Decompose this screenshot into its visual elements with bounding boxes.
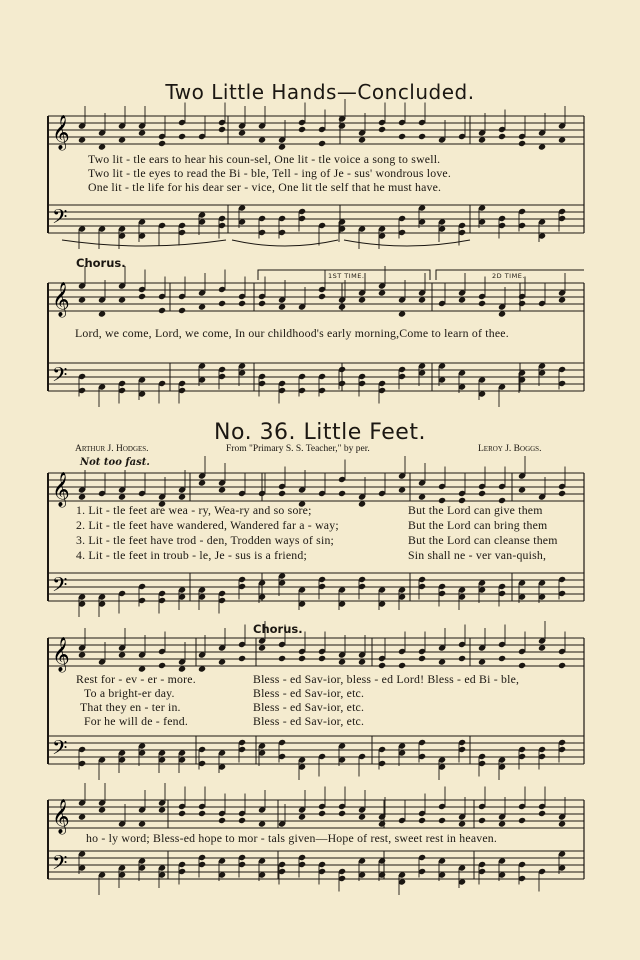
note2-1-0-4 [158,307,166,314]
note2-4-0-8 [238,817,246,824]
s3-verse-4: 4. Lit - tle feet in troub - le, Je - sus is a friend; [76,548,307,562]
s4-right-3: Bless - ed Sav-ior, etc. [253,700,365,714]
note2-3-0-21 [498,655,506,662]
note2-1-0-7 [218,300,226,307]
tempo-marking: Not too fast. [80,457,150,468]
note2-4-0-23 [538,810,546,817]
note2-0-0-16 [398,133,406,140]
bass-clef-4: 𝄢 [52,851,68,879]
s1-lyric-1: Two lit - tle ears to hear his coun-sel, One lit - tle voice a song to swell. [88,152,441,166]
note2-0-0-7 [218,126,226,133]
note2-4-0-18 [438,817,446,824]
note2-3-0-17 [418,655,426,662]
s4-left-4: For he will de - fend. [84,714,188,728]
hymn-title: No. 36. Little Feet. [214,420,426,445]
s2-lyric: Lord, we come, Lord, we come, In our childhood's early morning,Come to learn of thee. [75,326,509,340]
s1-lyric-2: Two lit - tle eyes to read the Bi - ble, Tell - ing of Je - sus' wondrous love. [88,166,452,180]
tie-2 [344,240,470,246]
note2-0-0-12 [318,140,326,147]
author-left: Arthur J. Hodges. [75,444,149,454]
note2-3-0-12 [318,655,326,662]
note2-4-0-20 [478,817,486,824]
source-credit: From "Primary S. S. Teacher," by per. [226,444,370,454]
s4-right-2: Bless - ed Sav-ior, etc. [253,686,365,700]
bass-clef-0: 𝄢 [52,205,68,233]
s4-left-3: That they en - ter in. [80,700,181,714]
note2-2-0-13 [338,490,346,497]
s4-right-1: Bless - ed Sav-ior, bless - ed Lord! Bless - ed Bi - ble, [253,672,520,686]
treble-clef-2: 𝄞 [52,472,70,507]
note2-0-0-5 [178,133,186,140]
note2-4-0-12 [318,810,326,817]
note2-2-0-10 [278,490,286,497]
second-time-label: 2D TIME. [492,272,525,280]
note2-1-0-8 [238,300,246,307]
note2-1-0-12 [318,293,326,300]
note2-0-0-17 [418,133,426,140]
note2-0-0-4 [158,140,166,147]
note2-1-0-5 [178,307,186,314]
note2-1-0-22 [518,300,526,307]
note2-3-0-10 [278,655,286,662]
s4-left-1: Rest for - ev - er - more. [76,672,196,686]
note2-3-0-24 [558,662,566,669]
note2-3-0-15 [378,662,386,669]
note2-0-0-11 [298,126,306,133]
s3-verse-4-end: Sin shall ne - ver van-quish, [408,548,547,562]
note2-0-0-22 [518,140,526,147]
bass-clef-3: 𝄢 [52,736,68,764]
treble-clef-1: 𝄞 [52,282,70,317]
s4-left-2: To a bright-er day. [84,686,175,700]
s3-verse-3-end: But the Lord can cleanse them [408,533,558,547]
s3-verse-2: 2. Lit - tle feet have wandered, Wandered far a - way; [76,518,339,532]
note2-1-0-9 [258,300,266,307]
note2-2-0-20 [478,490,486,497]
first-time-label: 1ST TIME. [328,272,365,280]
bass-clef-2: 𝄢 [52,573,68,601]
note2-3-0-4 [158,662,166,669]
chorus-label-2: Chorus. [253,622,303,636]
note2-3-0-8 [238,655,246,662]
note2-3-0-16 [398,662,406,669]
s3-verse-3: 3. Lit - tle feet have trod - den, Trodden ways of sin; [76,533,335,547]
treble-clef-4: 𝄞 [52,799,70,834]
note2-4-0-7 [218,817,226,824]
author-right: Leroy J. Boggs. [478,444,542,454]
tie-0 [62,240,226,246]
note2-3-0-19 [458,655,466,662]
s3-verse-2-end: But the Lord can bring them [408,518,548,532]
s5-lyric: ho - ly word; Bless-ed hope to mor - tals given—Hope of rest, sweet rest in heaven. [86,831,498,845]
note2-3-0-11 [298,655,306,662]
note2-1-0-20 [478,300,486,307]
s1-lyric-3: One lit - tle life for his dear ser - vice, One lit tle self that he must have. [88,180,442,194]
s3-verse-1: 1. Lit - tle feet are wea - ry, Wea-ry and so sore; [76,503,312,517]
note2-3-0-22 [518,662,526,669]
bass-clef-1: 𝄢 [52,363,68,391]
note2-4-0-5 [178,810,186,817]
note2-4-0-13 [338,810,346,817]
s4-right-4: Bless - ed Sav-ior, etc. [253,714,365,728]
note2-0-0-21 [498,133,506,140]
continued-hymn-title: Two Little Hands—Concluded. [165,80,475,104]
note2-2-0-24 [558,490,566,497]
note2-4-0-22 [518,817,526,824]
treble-clef-3: 𝄞 [52,637,70,672]
chorus-label-1: Chorus. [76,256,126,270]
note2-4-0-6 [198,810,206,817]
note2-0-0-15 [378,126,386,133]
treble-clef-0: 𝄞 [52,115,70,150]
note2-4-0-17 [418,817,426,824]
tie-1 [232,240,338,246]
note2-1-0-3 [138,293,146,300]
s3-verse-1-end: But the Lord can give them [408,503,543,517]
